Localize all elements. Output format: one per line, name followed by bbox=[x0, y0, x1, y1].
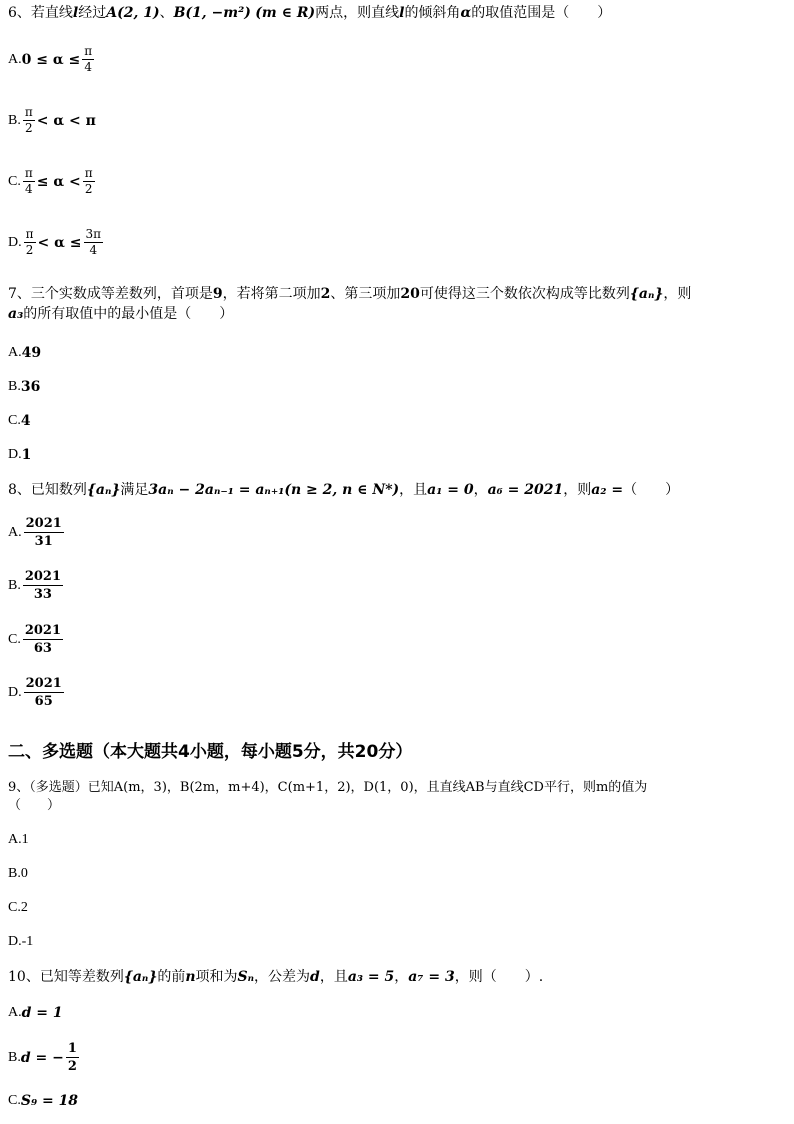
section-heading: 二、多选题（本大题共4小题，每小题5分，共20分） bbox=[8, 742, 413, 762]
q7-option-a[interactable]: A. 49 bbox=[8, 345, 42, 361]
q8-option-a[interactable]: A. $\frac{2021}{31}$ bbox=[8, 516, 62, 549]
fraction: $\frac{\pi}{4}$ bbox=[84, 44, 93, 74]
q6-option-a[interactable]: A. 0 ≤ α ≤ $\frac{\pi}{4}$ bbox=[8, 44, 93, 74]
fraction: $\frac{\pi}{2}$ bbox=[84, 166, 93, 196]
q6-option-c[interactable]: C. $\frac{\pi}{4}$ ≤ α < $\frac{\pi}{2}$ bbox=[8, 166, 93, 196]
q7-stem-line2: a₃的所有取值中的最小值是（ ） bbox=[8, 306, 234, 322]
q8-stem: 8、已知数列{aₙ}满足3aₙ − 2aₙ₋₁ = aₙ₊₁(n ≥ 2, n ∈ N*)，且a₁ = 0，a₆ = 2021，则a₂ =（ ） bbox=[8, 482, 680, 498]
q8-option-b[interactable]: B. $\frac{2021}{33}$ bbox=[8, 569, 62, 602]
q6-option-d[interactable]: D. $\frac{\pi}{2}$ < α ≤ $\frac{3\pi}{4}$ bbox=[8, 227, 102, 257]
q8-option-d[interactable]: D. $\frac{2021}{65}$ bbox=[8, 676, 62, 709]
fraction: $\frac{2021}{65}$ bbox=[25, 676, 62, 709]
q9-stem-line1: 9、（多选题）已知A(m，3)，B(2m，m+4)，C(m+1，2)，D(1，0)，且直线AB与直线CD平行，则m的值为 bbox=[8, 780, 648, 795]
q9-option-b[interactable]: B. 0 bbox=[8, 866, 28, 881]
fraction: $\frac{\pi}{2}$ bbox=[24, 105, 33, 135]
q9-option-d[interactable]: D. -1 bbox=[8, 934, 34, 949]
q9-option-c[interactable]: C. 2 bbox=[8, 900, 28, 915]
q10-stem: 10、已知等差数列{aₙ}的前n项和为Sₙ，公差为d，且a₃ = 5，a₇ = 3，则（ ）. bbox=[8, 969, 544, 985]
fraction: $\frac{\pi}{4}$ bbox=[24, 166, 33, 196]
fraction: $\frac{\pi}{2}$ bbox=[25, 227, 34, 257]
q6-stem: 6、若直线l经过A(2, 1)、B(1, −m²) (m ∈ R)两点，则直线l的倾斜角α的取值范围是（ ） bbox=[8, 5, 612, 21]
q9-stem-line2: （ ） bbox=[8, 798, 61, 813]
q9-option-a[interactable]: A. 1 bbox=[8, 832, 29, 847]
fraction: $\frac{3\pi}{4}$ bbox=[85, 227, 102, 257]
q10-option-c[interactable]: C. S₉ = 18 bbox=[8, 1093, 79, 1109]
q10-option-a[interactable]: A. d = 1 bbox=[8, 1005, 63, 1021]
fraction: $\frac{2021}{31}$ bbox=[25, 516, 62, 549]
q7-option-d[interactable]: D. 1 bbox=[8, 447, 32, 463]
fraction: $\frac{1}{2}$ bbox=[67, 1041, 77, 1074]
fraction: $\frac{2021}{63}$ bbox=[24, 623, 62, 656]
q7-stem-line1: 7、三个实数成等差数列，首项是9，若将第二项加2、第三项加20可使得这三个数依次构成等比数列{aₙ}，则 bbox=[8, 286, 692, 302]
q7-option-b[interactable]: B. 36 bbox=[8, 379, 41, 395]
q6-option-b[interactable]: B. $\frac{\pi}{2}$ < α < π bbox=[8, 105, 96, 135]
fraction: $\frac{2021}{33}$ bbox=[24, 569, 62, 602]
q8-option-c[interactable]: C. $\frac{2021}{63}$ bbox=[8, 623, 62, 656]
q7-option-c[interactable]: C. 4 bbox=[8, 413, 31, 429]
q10-option-b[interactable]: B. d = − $\frac{1}{2}$ bbox=[8, 1041, 77, 1074]
